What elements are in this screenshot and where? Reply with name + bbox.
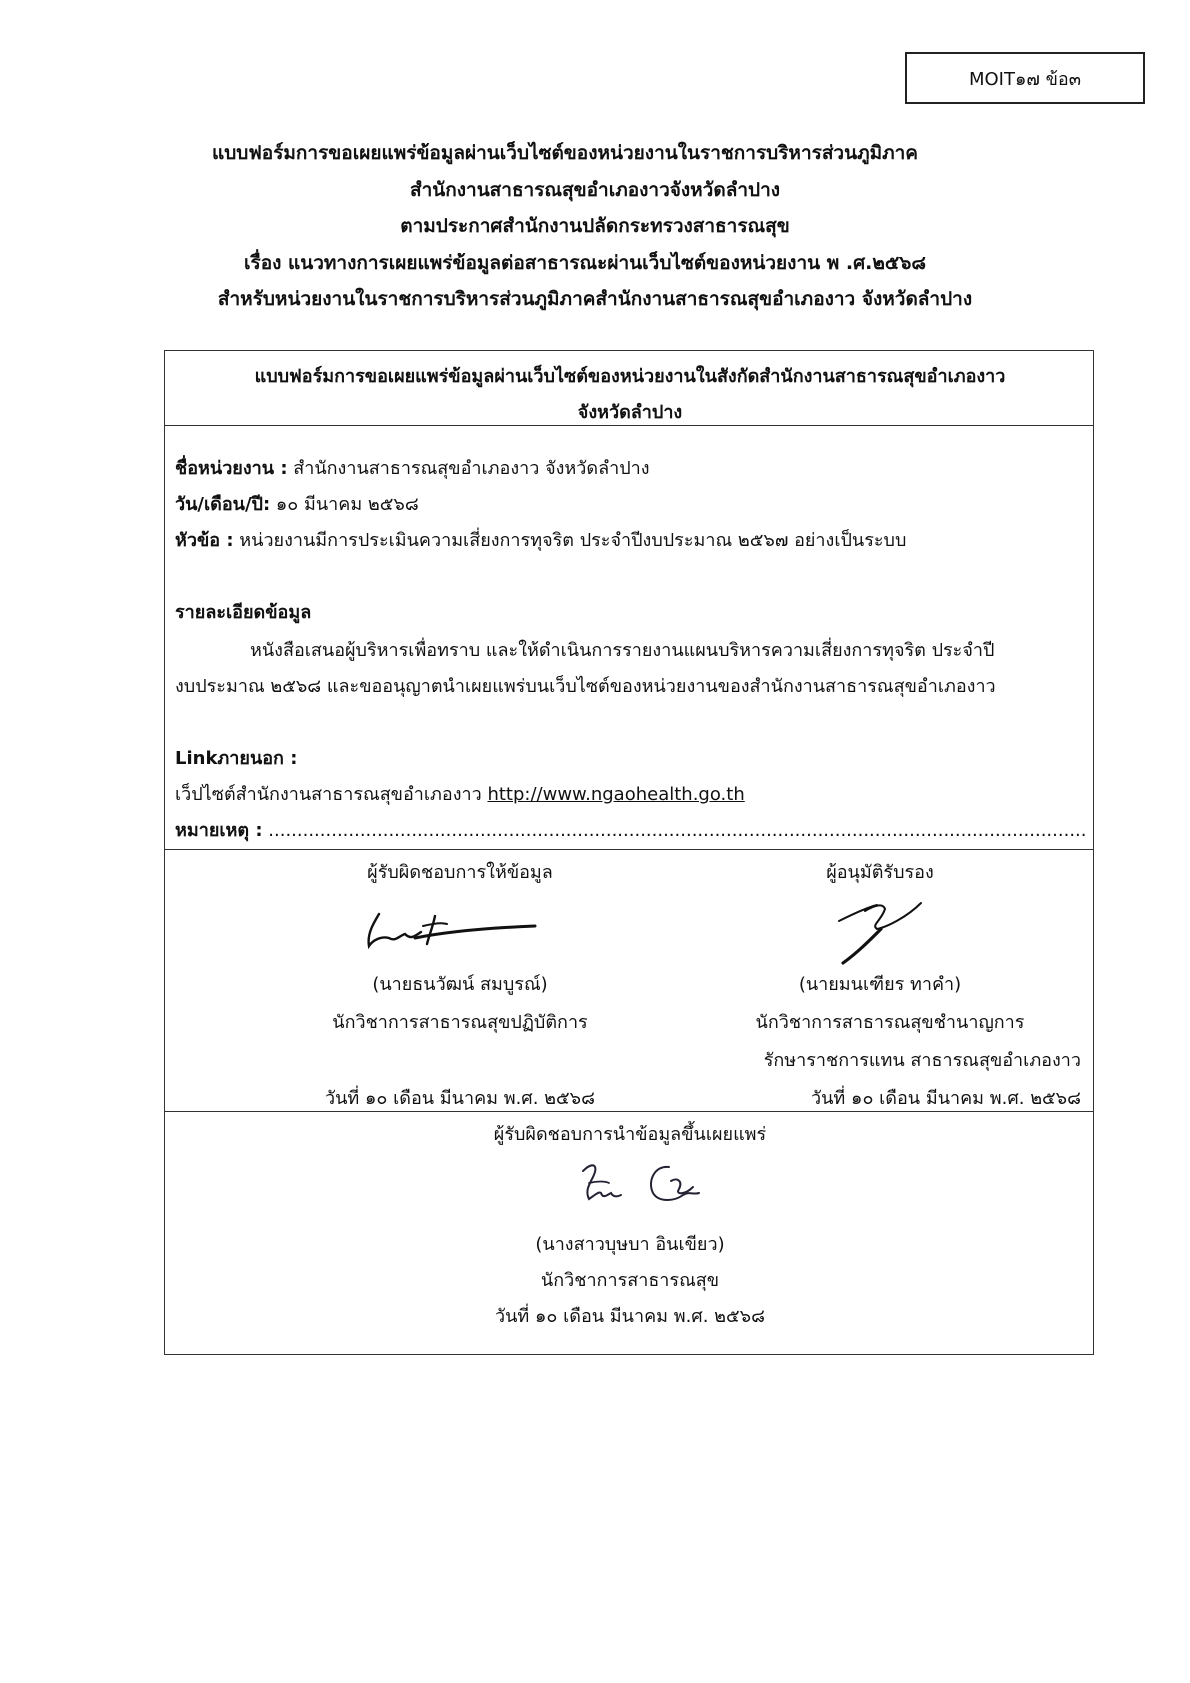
provider-date: วันที่ ๑๐ เดือน มีนาคม พ.ศ. ๒๕๖๘ <box>325 1088 595 1109</box>
date-value: ๑๐ มีนาคม ๒๕๖๘ <box>270 494 419 515</box>
provider-signature <box>355 896 555 966</box>
details-label: รายละเอียดข้อมูล <box>175 602 312 623</box>
provider-role: ผู้รับผิดชอบการให้ข้อมูล <box>367 862 553 883</box>
document-code-box <box>905 52 1145 104</box>
form-title-line-2: จังหวัดลำปาง <box>577 402 683 423</box>
approver-signature <box>825 891 945 971</box>
row-divider <box>165 425 1093 426</box>
date-row <box>175 489 419 518</box>
publisher-date: วันที่ ๑๐ เดือน มีนาคม พ.ศ. ๒๕๖๘ <box>495 1306 765 1327</box>
topic-row <box>175 525 906 554</box>
external-link-label: Linkภายนอก : <box>175 748 298 769</box>
provider-position: นักวิชาการสาธารณสุขปฏิบัติการ <box>332 1012 588 1033</box>
note-label: หมายเหตุ : <box>175 820 263 841</box>
publisher-position: นักวิชาการสาธารณสุข <box>540 1270 720 1291</box>
unit-label: ชื่อหน่วยงาน : <box>175 458 288 479</box>
link-description: เว็ปไซต์สำนักงานสาธารณสุขอำเภองาว <box>175 784 488 805</box>
form-title-line-1: แบบฟอร์มการขอเผยแพร่ข้อมูลผ่านเว็บไซต์ของหน่วยงานในสังกัดสำนักงานสาธารณสุขอำเภองาว <box>254 366 1006 387</box>
heading-line-1: แบบฟอร์มการขอเผยแพร่ข้อมูลผ่านเว็บไซต์ของหน่วยงานในราชการบริหารส่วนภูมิภาค <box>211 142 919 164</box>
document-code: MOIT๑๗ ข้อ๓ <box>968 68 1082 90</box>
approver-acting-title: รักษาราชการแทน สาธารณสุขอำเภองาว <box>763 1050 1081 1071</box>
details-text-line-1: หนังสือเสนอผู้บริหารเพื่อทราบ และให้ดำเนินการรายงานแผนบริหารความเสี่ยงการทุจริต ประจำปี <box>250 640 995 661</box>
approver-date: วันที่ ๑๐ เดือน มีนาคม พ.ศ. ๒๕๖๘ <box>811 1088 1081 1109</box>
website-link[interactable]: http://www.ngaohealth.go.th <box>487 784 745 805</box>
note-dots: ............................................................................................................................................... <box>262 820 1087 841</box>
approver-role: ผู้อนุมัติรับรอง <box>826 862 934 883</box>
unit-value: สำนักงานสาธารณสุขอำเภองาว จังหวัดลำปาง <box>287 458 650 479</box>
approver-name: (นายมนเฑียร ทาคำ) <box>798 974 962 995</box>
row-divider <box>165 1111 1093 1112</box>
unit-row <box>175 453 650 482</box>
note-row <box>175 815 1086 844</box>
heading-line-4: เรื่อง แนวทางการเผยแพร่ข้อมูลต่อสาธารณะผ่านเว็บไซต์ของหน่วยงาน พ .ศ.๒๕๖๘ <box>244 252 926 274</box>
heading-line-3: ตามประกาศสำนักงานปลัดกระทรวงสาธารณสุข <box>400 215 790 237</box>
topic-label: หัวข้อ : <box>175 530 234 551</box>
details-text-line-2: งบประมาณ ๒๕๖๘ และขออนุญาตนำเผยแพร่บนเว็บไซต์ของหน่วยงานของสำนักงานสาธารณสุขอำเภองาว <box>175 676 996 697</box>
publisher-role: ผู้รับผิดชอบการนำข้อมูลขึ้นเผยแพร่ <box>493 1124 767 1145</box>
heading-line-2: สำนักงานสาธารณสุขอำเภองาวจังหวัดลำปาง <box>409 179 781 201</box>
provider-name: (นายธนวัฒน์ สมบูรณ์) <box>372 974 548 995</box>
heading-line-5: สำหรับหน่วยงานในราชการบริหารส่วนภูมิภาคสำนักงานสาธารณสุขอำเภองาว จังหวัดลำปาง <box>217 288 973 310</box>
publisher-name: (นางสาวบุษบา อินเขียว) <box>535 1234 725 1255</box>
date-label: วัน/เดือน/ปี: <box>175 494 271 515</box>
row-divider <box>165 849 1093 850</box>
external-link-row <box>175 779 745 808</box>
request-form-table <box>164 350 1094 1355</box>
approver-position: นักวิชาการสาธารณสุขชำนาญการ <box>755 1012 1025 1033</box>
publisher-signature <box>565 1151 725 1221</box>
topic-value: หน่วยงานมีการประเมินความเสี่ยงการทุจริต ประจำปีงบประมาณ ๒๕๖๗ อย่างเป็นระบบ <box>233 530 907 551</box>
